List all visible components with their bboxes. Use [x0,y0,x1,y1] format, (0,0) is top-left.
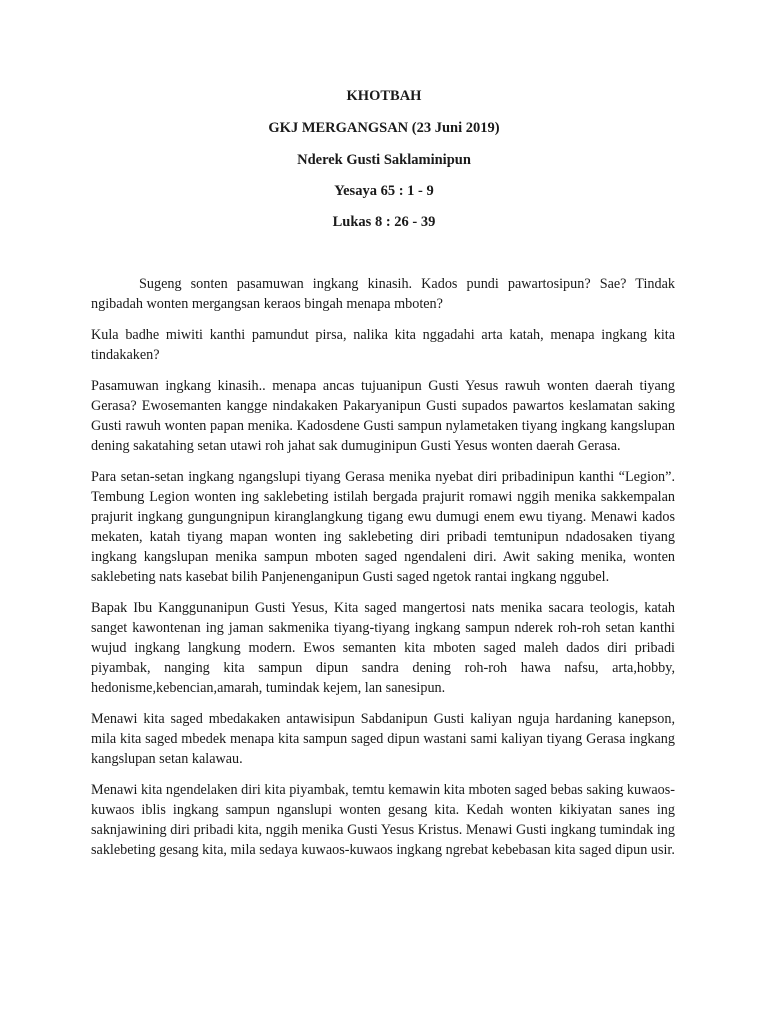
paragraph-5: Bapak Ibu Kanggunanipun Gusti Yesus, Kita saged mangertosi nats menika sacara teologis, katah sanget kawontenan ing jaman sakmenika tiyang-tiyang ingkang sampun nderek roh-roh setan kanthi wujud ingkang langkung modern. Ewos semanten kita mboten saged maleh dados diri pribadi piyambak, nanging kita sampun dipun sandra dening roh-roh hawa nafsu, arta,hobby, hedonisme,kebencian,amarah, tumindak kejem, lan sanesipun. [91,600,675,696]
scripture-reading-1: Yesaya 65 : 1 - 9 [334,183,434,199]
paragraph-1: Sugeng sonten pasamuwan ingkang kinasih. Kados pundi pawartosipun? Sae? Tindak ngibadah wonten mergangsan keraos bingah menapa mboten? [91,276,675,312]
paragraph-3: Pasamuwan ingkang kinasih.. menapa ancas tujuanipun Gusti Yesus rawuh wonten daerah tiyang Gerasa? Ewosemanten kangge nindakaken Pakaryanipun Gusti supados pawartos keslamatan saking Gusti rawuh wonten papan menika. Kadosdene Gusti sampun nylametaken tiyang ingkang kangslupan dening sakatahing setan utawi roh jahat sak dumuginipun Gusti Yesus wonten daerah Gerasa. [91,378,675,454]
paragraph-6: Menawi kita saged mbedakaken antawisipun Sabdanipun Gusti kaliyan nguja hardaning kanepson, mila kita saged mbedek menapa kita sampun saged dipun wastani sami kaliyan tiyang Gerasa ingkang kangslupan setan kalawau. [91,711,675,767]
paragraph-2: Kula badhe miwiti kanthi pamundut pirsa, nalika kita nggadahi arta katah, menapa ingkang kita tindakaken? [91,327,675,363]
paragraph-7: Menawi kita ngendelaken diri kita piyambak, temtu kemawin kita mboten saged bebas saking kuwaos-kuwaos iblis ingkang sampun nganslupi wonten gesang kita. Kedah wonten kikiyatan sanes ing saknjawining diri pribadi kita, nggih menika Gusti Yesus Kristus. Menawi Gusti ingkang tumindak ing saklebeting gesang kita, mila sedaya kuwaos-kuwaos ingkang ngrebat kebebasan kita saged dipun usir. [91,782,675,858]
paragraph-4: Para setan-setan ingkang ngangslupi tiyang Gerasa menika nyebat diri pribadinipun kanthi “Legion”. Tembung Legion wonten ing saklebeting istilah bergada prajurit romawi nggih menika sakkempalan prajurit ingkang gungungnipun kiranglangkung tigang ewu dumugi enem ewu tiyang. Menawi kados mekaten, katah tiyang mapan wonten ing saklebeting diri pribadi temtunipun ndadosaken tiyang ingkang kangslupan menika sampun mboten saged ngendaleni diri. Awit saking menika, wonten saklebeting nats kasebat bilih Panjenenganipun Gusti saged ngetok rantai ingkang nggubel. [91,469,675,585]
sermon-body [91,274,675,871]
church-and-date: GKJ MERGANGSAN (23 Juni 2019) [268,120,500,136]
scripture-reading-2: Lukas 8 : 26 - 39 [332,214,436,230]
sermon-theme: Nderek Gusti Saklaminipun [297,152,471,168]
sermon-title: KHOTBAH [346,88,422,104]
